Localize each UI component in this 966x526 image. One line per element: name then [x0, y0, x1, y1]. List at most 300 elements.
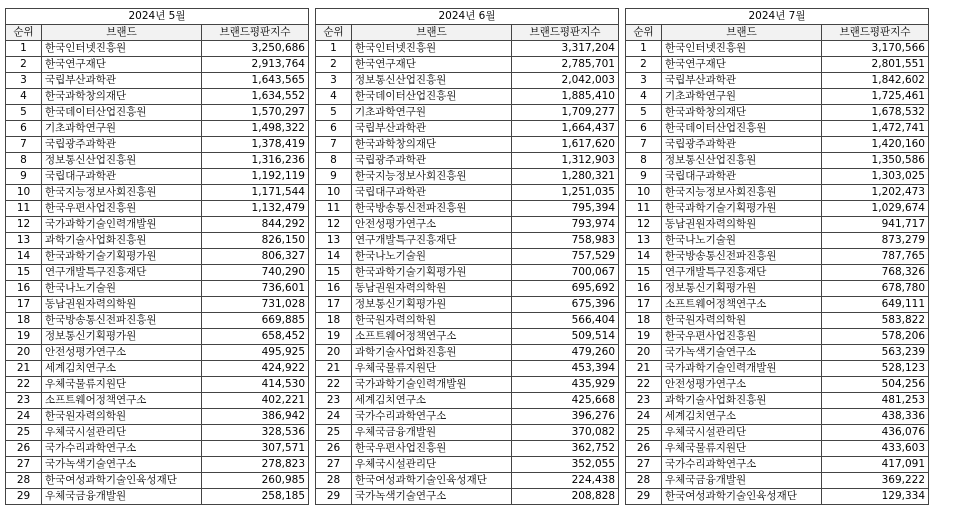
rank-cell: 26 [626, 441, 662, 457]
reputation-index-cell: 873,279 [822, 233, 929, 249]
brand-name-cell: 한국지능정보사회진흥원 [662, 185, 822, 201]
brand-name-cell: 우체국물류지원단 [662, 441, 822, 457]
rank-cell: 14 [6, 249, 42, 265]
brand-name-cell: 한국과학창의재단 [42, 89, 202, 105]
brand-name-cell: 연구개발특구진흥재단 [42, 265, 202, 281]
reputation-index-cell: 1,280,321 [512, 169, 619, 185]
brand-name-cell: 국립대구과학관 [662, 169, 822, 185]
rank-cell: 22 [316, 377, 352, 393]
brand-name-cell: 국립대구과학관 [352, 185, 512, 201]
reputation-index-cell: 826,150 [202, 233, 309, 249]
rank-cell: 20 [316, 345, 352, 361]
table-row [316, 409, 619, 425]
brand-name-cell: 정보통신산업진흥원 [662, 153, 822, 169]
table-row [6, 361, 309, 377]
reputation-index-cell: 2,801,551 [822, 57, 929, 73]
reputation-index-cell: 695,692 [512, 281, 619, 297]
reputation-index-cell: 438,336 [822, 409, 929, 425]
brand-name-cell: 소프트웨어정책연구소 [352, 329, 512, 345]
table-row [626, 185, 929, 201]
rank-cell: 2 [316, 57, 352, 73]
brand-name-cell: 기초과학연구원 [662, 89, 822, 105]
rank-cell: 28 [626, 473, 662, 489]
table-row [626, 73, 929, 89]
rank-cell: 23 [316, 393, 352, 409]
table-row [316, 345, 619, 361]
brand-name-cell: 과학기술사업화진흥원 [352, 345, 512, 361]
rank-cell: 15 [626, 265, 662, 281]
brand-name-cell: 한국나노기술원 [662, 233, 822, 249]
table-row [626, 153, 929, 169]
brand-name-cell: 소프트웨어정책연구소 [662, 297, 822, 313]
rank-cell: 9 [6, 169, 42, 185]
table-row [316, 489, 619, 505]
brand-name-cell: 우체국금융개발원 [352, 425, 512, 441]
table-row [6, 425, 309, 441]
reputation-index-cell: 3,170,566 [822, 41, 929, 57]
reputation-index-cell: 795,394 [512, 201, 619, 217]
brand-name-cell: 국립대구과학관 [42, 169, 202, 185]
reputation-index-cell: 1,202,473 [822, 185, 929, 201]
table-row [6, 441, 309, 457]
brand-name-cell: 국가수리과학연구소 [662, 457, 822, 473]
reputation-index-cell: 433,603 [822, 441, 929, 457]
table-row [6, 281, 309, 297]
table-row [316, 281, 619, 297]
brand-name-cell: 우체국금융개발원 [42, 489, 202, 505]
table-row [316, 361, 619, 377]
reputation-index-cell: 481,253 [822, 393, 929, 409]
reputation-index-cell: 370,082 [512, 425, 619, 441]
table-row [316, 425, 619, 441]
month-title: 2024년 5월 [6, 9, 309, 25]
rank-cell: 14 [316, 249, 352, 265]
brand-name-cell: 국립부산과학관 [352, 121, 512, 137]
brand-name-cell: 동남권원자력의학원 [42, 297, 202, 313]
reputation-index-cell: 1,316,236 [202, 153, 309, 169]
rank-cell: 17 [316, 297, 352, 313]
table-row [626, 409, 929, 425]
reputation-index-cell: 435,929 [512, 377, 619, 393]
table-row [626, 89, 929, 105]
table-row [316, 473, 619, 489]
reputation-index-cell: 208,828 [512, 489, 619, 505]
reputation-index-cell: 1,617,620 [512, 137, 619, 153]
brand-name-cell: 한국지능정보사회진흥원 [352, 169, 512, 185]
reputation-index-cell: 504,256 [822, 377, 929, 393]
rank-cell: 21 [626, 361, 662, 377]
reputation-index-cell: 402,221 [202, 393, 309, 409]
rank-cell: 21 [6, 361, 42, 377]
reputation-index-cell: 224,438 [512, 473, 619, 489]
brand-name-cell: 국립부산과학관 [662, 73, 822, 89]
brand-name-cell: 한국나노기술원 [42, 281, 202, 297]
rank-cell: 11 [626, 201, 662, 217]
reputation-index-cell: 1,251,035 [512, 185, 619, 201]
rank-cell: 14 [626, 249, 662, 265]
brand-name-cell: 한국과학기술기획평가원 [42, 249, 202, 265]
table-row [316, 297, 619, 313]
rank-cell: 13 [316, 233, 352, 249]
brand-name-cell: 소프트웨어정책연구소 [42, 393, 202, 409]
rank-cell: 9 [316, 169, 352, 185]
table-row [626, 361, 929, 377]
table-row [6, 89, 309, 105]
reputation-index-cell: 3,317,204 [512, 41, 619, 57]
brand-name-cell: 국립부산과학관 [42, 73, 202, 89]
brand-header: 브랜드 [662, 25, 822, 41]
rank-cell: 18 [626, 313, 662, 329]
brand-name-cell: 국가과학기술인력개발원 [42, 217, 202, 233]
rank-cell: 10 [6, 185, 42, 201]
table-row [6, 201, 309, 217]
table-row [6, 233, 309, 249]
table-row [6, 377, 309, 393]
reputation-index-cell: 578,206 [822, 329, 929, 345]
brand-name-cell: 국가녹색기술연구소 [662, 345, 822, 361]
table-row [6, 345, 309, 361]
reputation-index-cell: 479,260 [512, 345, 619, 361]
reputation-index-cell: 328,536 [202, 425, 309, 441]
table-row [626, 57, 929, 73]
brand-name-cell: 한국데이터산업진흥원 [42, 105, 202, 121]
brand-name-cell: 한국나노기술원 [352, 249, 512, 265]
brand-name-cell: 한국데이터산업진흥원 [352, 89, 512, 105]
table-row [316, 249, 619, 265]
brand-name-cell: 한국방송통신전파진흥원 [42, 313, 202, 329]
reputation-index-cell: 758,983 [512, 233, 619, 249]
brand-name-cell: 안전성평가연구소 [42, 345, 202, 361]
reputation-index-cell: 425,668 [512, 393, 619, 409]
reputation-index-cell: 1,303,025 [822, 169, 929, 185]
reputation-index-cell: 566,404 [512, 313, 619, 329]
reputation-index-cell: 787,765 [822, 249, 929, 265]
rank-cell: 27 [626, 457, 662, 473]
table-row [6, 329, 309, 345]
table-row [316, 41, 619, 57]
rank-cell: 26 [6, 441, 42, 457]
reputation-index-cell: 1,709,277 [512, 105, 619, 121]
table-row [316, 441, 619, 457]
table-row [316, 377, 619, 393]
rank-cell: 2 [6, 57, 42, 73]
reputation-index-cell: 1,570,297 [202, 105, 309, 121]
table-row [6, 297, 309, 313]
brand-name-cell: 한국여성과학기술인육성재단 [352, 473, 512, 489]
brand-name-cell: 우체국물류지원단 [42, 377, 202, 393]
reputation-index-cell: 2,785,701 [512, 57, 619, 73]
reputation-index-cell: 736,601 [202, 281, 309, 297]
rank-cell: 29 [316, 489, 352, 505]
brand-name-cell: 세계김치연구소 [42, 361, 202, 377]
reputation-index-cell: 1,312,903 [512, 153, 619, 169]
reputation-index-cell: 414,530 [202, 377, 309, 393]
rank-cell: 28 [316, 473, 352, 489]
reputation-index-cell: 1,350,586 [822, 153, 929, 169]
table-row [626, 105, 929, 121]
table-row [626, 201, 929, 217]
reputation-index-cell: 757,529 [512, 249, 619, 265]
table-row [6, 313, 309, 329]
reputation-index-cell: 740,290 [202, 265, 309, 281]
reputation-index-cell: 1,885,410 [512, 89, 619, 105]
rank-cell: 11 [316, 201, 352, 217]
rank-cell: 3 [316, 73, 352, 89]
rank-cell: 23 [626, 393, 662, 409]
reputation-index-cell: 362,752 [512, 441, 619, 457]
reputation-index-cell: 129,334 [822, 489, 929, 505]
rank-cell: 5 [626, 105, 662, 121]
rank-cell: 7 [6, 137, 42, 153]
rank-cell: 4 [316, 89, 352, 105]
reputation-index-cell: 731,028 [202, 297, 309, 313]
rank-cell: 20 [626, 345, 662, 361]
brand-name-cell: 국가녹색기술연구소 [352, 489, 512, 505]
brand-name-cell: 한국여성과학기술인육성재단 [662, 489, 822, 505]
brand-name-cell: 한국원자력의학원 [42, 409, 202, 425]
brand-name-cell: 한국연구재단 [662, 57, 822, 73]
rank-cell: 23 [6, 393, 42, 409]
rank-cell: 9 [626, 169, 662, 185]
reputation-index-cell: 2,042,003 [512, 73, 619, 89]
table-row [6, 57, 309, 73]
reputation-index-cell: 658,452 [202, 329, 309, 345]
table-row [6, 489, 309, 505]
reputation-index-cell: 2,913,764 [202, 57, 309, 73]
table-row [626, 425, 929, 441]
table-row [316, 457, 619, 473]
table-row [626, 313, 929, 329]
table-row [6, 73, 309, 89]
rank-cell: 8 [316, 153, 352, 169]
rank-cell: 12 [6, 217, 42, 233]
brand-name-cell: 한국지능정보사회진흥원 [42, 185, 202, 201]
reputation-index-cell: 3,250,686 [202, 41, 309, 57]
brand-name-cell: 기초과학연구원 [352, 105, 512, 121]
rank-cell: 15 [6, 265, 42, 281]
rank-cell: 17 [6, 297, 42, 313]
rank-cell: 10 [626, 185, 662, 201]
table-row [316, 329, 619, 345]
rank-cell: 24 [6, 409, 42, 425]
reputation-index-cell: 700,067 [512, 265, 619, 281]
reputation-index-cell: 941,717 [822, 217, 929, 233]
table-row [626, 281, 929, 297]
table-row [316, 265, 619, 281]
brand-name-cell: 우체국금융개발원 [662, 473, 822, 489]
table-row [6, 249, 309, 265]
brand-name-cell: 국가수리과학연구소 [42, 441, 202, 457]
table-row [316, 169, 619, 185]
table-row [316, 73, 619, 89]
brand-header: 브랜드 [352, 25, 512, 41]
brand-name-cell: 동남권원자력의학원 [352, 281, 512, 297]
table-row [6, 217, 309, 233]
reputation-index-cell: 649,111 [822, 297, 929, 313]
brand-name-cell: 한국과학창의재단 [662, 105, 822, 121]
rank-cell: 29 [626, 489, 662, 505]
table-row [316, 89, 619, 105]
reputation-index-cell: 453,394 [512, 361, 619, 377]
reputation-index-cell: 1,664,437 [512, 121, 619, 137]
rank-cell: 16 [626, 281, 662, 297]
brand-name-cell: 세계김치연구소 [662, 409, 822, 425]
reputation-index-cell: 369,222 [822, 473, 929, 489]
table-row [626, 249, 929, 265]
rank-cell: 24 [316, 409, 352, 425]
rank-cell: 1 [316, 41, 352, 57]
brand-name-cell: 국립광주과학관 [352, 153, 512, 169]
table-row [6, 185, 309, 201]
brand-name-cell: 우체국시설관리단 [662, 425, 822, 441]
brand-name-cell: 동남권원자력의학원 [662, 217, 822, 233]
reputation-index-cell: 844,292 [202, 217, 309, 233]
month-title: 2024년 6월 [316, 9, 619, 25]
table-row [6, 393, 309, 409]
rank-cell: 25 [626, 425, 662, 441]
brand-name-cell: 한국데이터산업진흥원 [662, 121, 822, 137]
table-row [626, 377, 929, 393]
rank-header: 순위 [626, 25, 662, 41]
rank-cell: 22 [6, 377, 42, 393]
rank-cell: 1 [6, 41, 42, 57]
rank-cell: 19 [626, 329, 662, 345]
rank-cell: 16 [6, 281, 42, 297]
rank-cell: 8 [626, 153, 662, 169]
table-row [626, 137, 929, 153]
rank-cell: 7 [626, 137, 662, 153]
table-row [6, 121, 309, 137]
table-row [316, 201, 619, 217]
index-header: 브랜드평판지수 [822, 25, 929, 41]
rank-cell: 26 [316, 441, 352, 457]
reputation-index-cell: 583,822 [822, 313, 929, 329]
rank-cell: 2 [626, 57, 662, 73]
reputation-index-cell: 1,472,741 [822, 121, 929, 137]
table-row [626, 41, 929, 57]
reputation-index-cell: 1,192,119 [202, 169, 309, 185]
reputation-index-cell: 1,498,322 [202, 121, 309, 137]
rank-cell: 21 [316, 361, 352, 377]
table-row [626, 489, 929, 505]
brand-name-cell: 한국여성과학기술인육성재단 [42, 473, 202, 489]
rank-cell: 19 [316, 329, 352, 345]
table-row [626, 457, 929, 473]
brand-name-cell: 국가과학기술인력개발원 [352, 377, 512, 393]
reputation-index-cell: 278,823 [202, 457, 309, 473]
table-row [626, 473, 929, 489]
rank-cell: 15 [316, 265, 352, 281]
brand-name-cell: 한국인터넷진흥원 [42, 41, 202, 57]
table-row [626, 329, 929, 345]
table-row [6, 473, 309, 489]
rank-cell: 5 [316, 105, 352, 121]
rank-cell: 16 [316, 281, 352, 297]
reputation-index-cell: 1,725,461 [822, 89, 929, 105]
rank-cell: 17 [626, 297, 662, 313]
reputation-index-cell: 563,239 [822, 345, 929, 361]
reputation-index-cell: 436,076 [822, 425, 929, 441]
brand-name-cell: 한국과학기술기획평가원 [662, 201, 822, 217]
brand-name-cell: 우체국물류지원단 [352, 361, 512, 377]
reputation-index-cell: 806,327 [202, 249, 309, 265]
table-row [626, 441, 929, 457]
brand-name-cell: 한국연구재단 [42, 57, 202, 73]
rank-cell: 27 [6, 457, 42, 473]
rank-cell: 13 [6, 233, 42, 249]
reputation-index-cell: 678,780 [822, 281, 929, 297]
table-row [626, 297, 929, 313]
reputation-index-cell: 396,276 [512, 409, 619, 425]
brand-name-cell: 한국방송통신전파진흥원 [352, 201, 512, 217]
rank-cell: 12 [626, 217, 662, 233]
rank-cell: 8 [6, 153, 42, 169]
reputation-index-cell: 495,925 [202, 345, 309, 361]
brand-name-cell: 한국과학창의재단 [352, 137, 512, 153]
reputation-index-cell: 1,029,674 [822, 201, 929, 217]
table-row [6, 457, 309, 473]
rank-cell: 3 [6, 73, 42, 89]
table-row [626, 217, 929, 233]
table-row [6, 169, 309, 185]
table-row [316, 217, 619, 233]
table-row [6, 137, 309, 153]
reputation-index-cell: 528,123 [822, 361, 929, 377]
table-row [6, 409, 309, 425]
reputation-index-cell: 386,942 [202, 409, 309, 425]
brand-name-cell: 한국원자력의학원 [662, 313, 822, 329]
rank-cell: 6 [6, 121, 42, 137]
reputation-index-cell: 1,378,419 [202, 137, 309, 153]
reputation-index-cell: 1,643,565 [202, 73, 309, 89]
rank-header: 순위 [316, 25, 352, 41]
brand-name-cell: 우체국시설관리단 [352, 457, 512, 473]
month-table [625, 8, 929, 505]
brand-name-cell: 한국우편사업진흥원 [662, 329, 822, 345]
brand-header: 브랜드 [42, 25, 202, 41]
month-table [5, 8, 309, 505]
brand-name-cell: 한국방송통신전파진흥원 [662, 249, 822, 265]
reputation-index-cell: 1,171,544 [202, 185, 309, 201]
table-row [626, 345, 929, 361]
brand-name-cell: 기초과학연구원 [42, 121, 202, 137]
brand-name-cell: 국립광주과학관 [42, 137, 202, 153]
table-row [316, 121, 619, 137]
table-row [6, 265, 309, 281]
reputation-index-cell: 1,132,479 [202, 201, 309, 217]
rank-cell: 1 [626, 41, 662, 57]
brand-name-cell: 정보통신산업진흥원 [352, 73, 512, 89]
reputation-index-cell: 1,842,602 [822, 73, 929, 89]
reputation-index-cell: 1,634,552 [202, 89, 309, 105]
brand-name-cell: 과학기술사업화진흥원 [42, 233, 202, 249]
reputation-index-cell: 675,396 [512, 297, 619, 313]
rank-cell: 19 [6, 329, 42, 345]
index-header: 브랜드평판지수 [512, 25, 619, 41]
table-row [316, 153, 619, 169]
brand-name-cell: 연구개발특구진흥재단 [662, 265, 822, 281]
rank-cell: 18 [6, 313, 42, 329]
rank-cell: 6 [626, 121, 662, 137]
ranking-tables [5, 8, 929, 505]
reputation-index-cell: 258,185 [202, 489, 309, 505]
rank-cell: 10 [316, 185, 352, 201]
rank-cell: 22 [626, 377, 662, 393]
table-row [6, 41, 309, 57]
brand-name-cell: 정보통신기획평가원 [352, 297, 512, 313]
brand-name-cell: 국립광주과학관 [662, 137, 822, 153]
brand-name-cell: 국가녹색기술연구소 [42, 457, 202, 473]
